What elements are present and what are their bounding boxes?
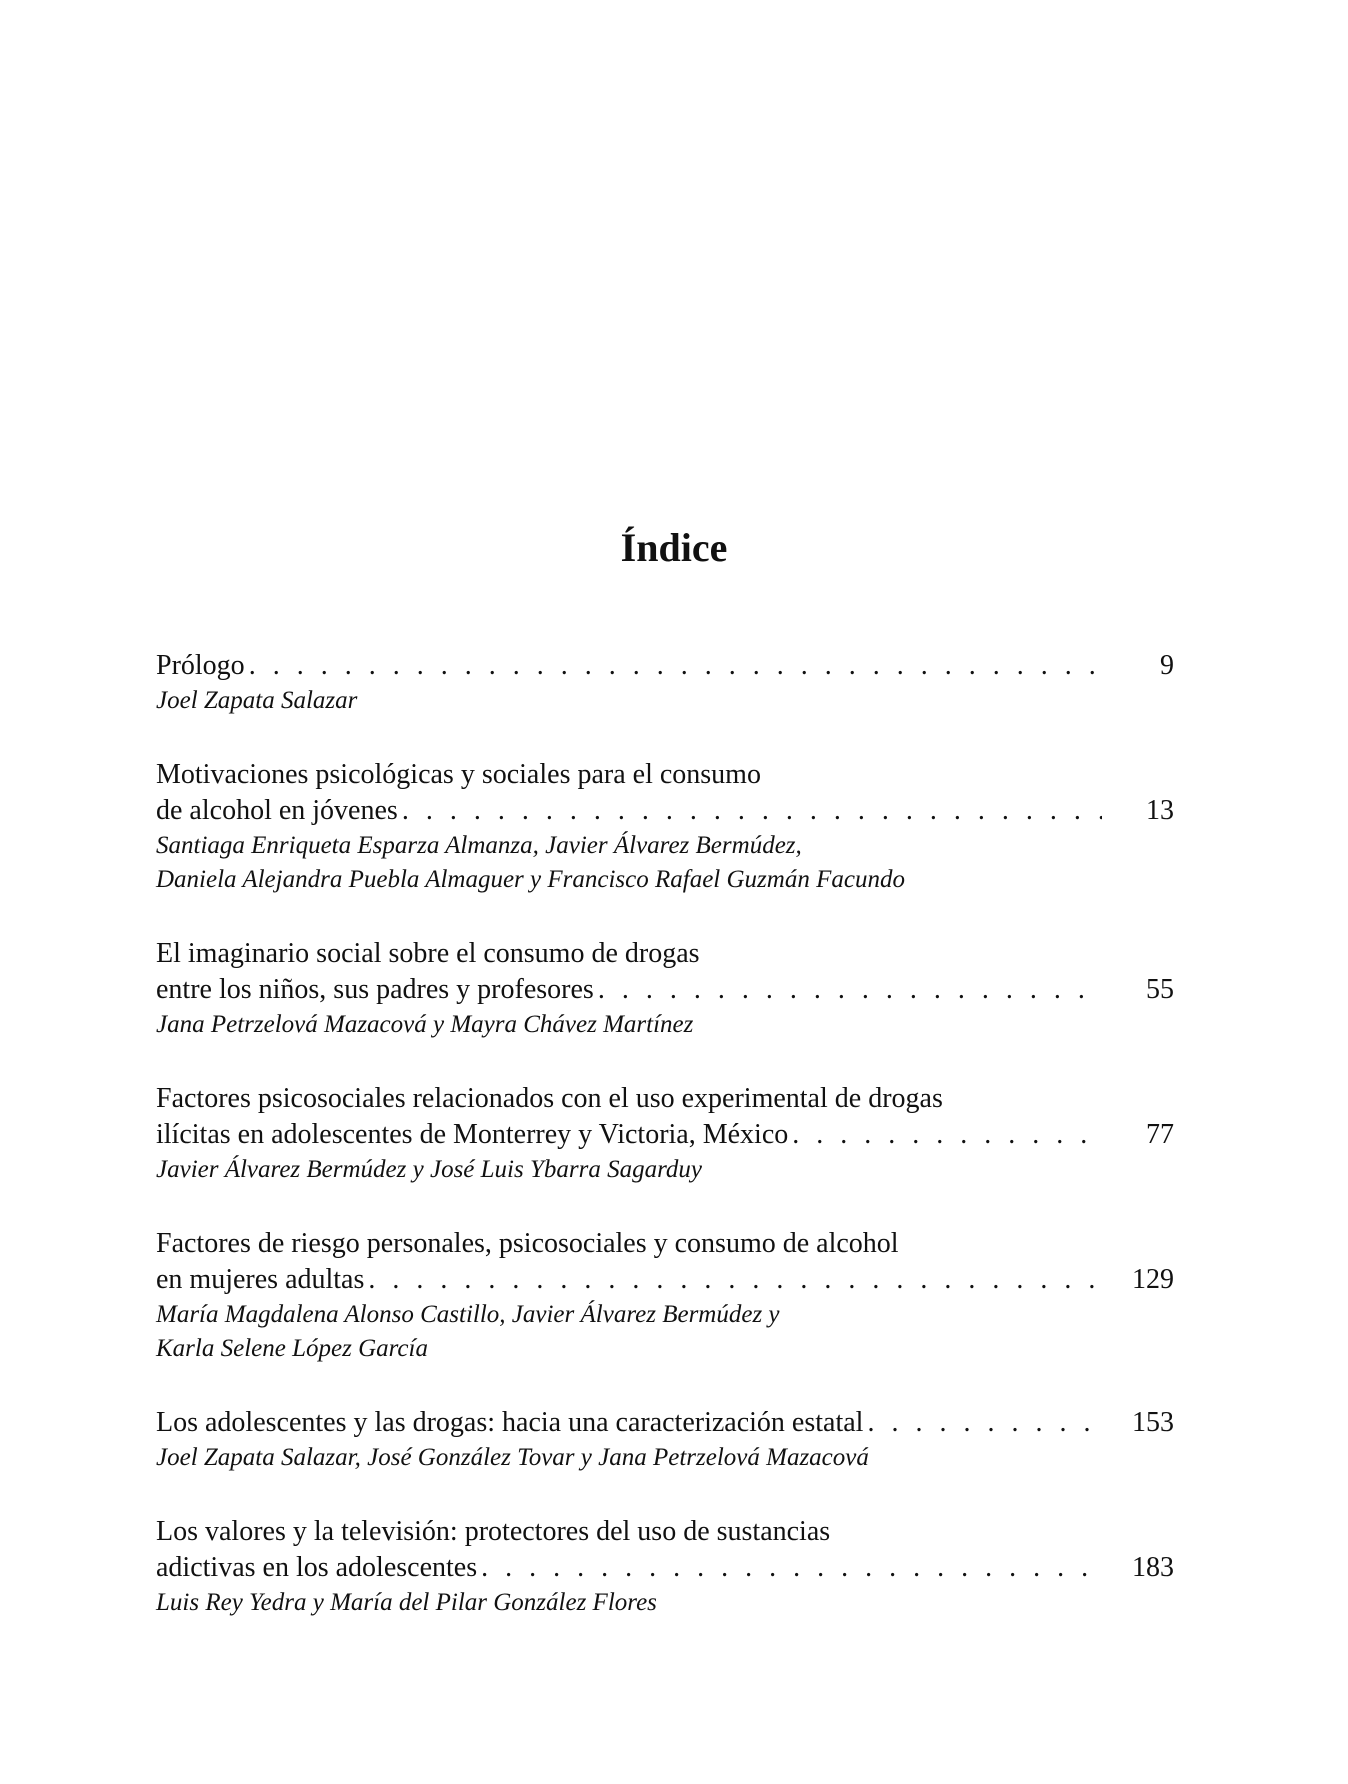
toc-entry-title: Motivaciones psicológicas y sociales para el consumo (156, 759, 761, 790)
toc-entry-title-row (156, 1262, 1174, 1298)
toc-entry[interactable] (156, 936, 1174, 1042)
toc-entry-title-row (156, 793, 1174, 829)
dot-leader (481, 1550, 1102, 1586)
toc-entry-authors: Jana Petrzelová Mazacová y Mayra Chávez Martínez (156, 1011, 694, 1038)
dot-leader (368, 1262, 1102, 1298)
toc-entry[interactable] (156, 757, 1174, 897)
page-number: 77 (1146, 1119, 1174, 1150)
toc-entry-title: Los adolescentes y las drogas: hacia una caracterización estatal (156, 1407, 864, 1438)
toc-entry-title: ilícitas en adolescentes de Monterrey y Victoria, México (156, 1119, 789, 1150)
page-title: Índice (620, 525, 728, 570)
toc-entry-authors: Daniela Alejandra Puebla Almaguer y Francisco Rafael Guzmán Facundo (156, 866, 905, 893)
toc-entry[interactable] (156, 648, 1174, 718)
toc-entry-title-row (156, 648, 1174, 684)
toc-entry[interactable] (156, 1226, 1174, 1366)
dot-leader (867, 1405, 1102, 1441)
toc-entry[interactable] (156, 1514, 1174, 1620)
dot-leader (598, 972, 1102, 1008)
toc-entry-title: Factores psicosociales relacionados con el uso experimental de drogas (156, 1083, 943, 1114)
toc-entry-title: en mujeres adultas (156, 1264, 365, 1295)
toc-entry-title: adictivas en los adolescentes (156, 1552, 478, 1583)
toc-entry-authors: Joel Zapata Salazar (156, 687, 358, 714)
toc-entry-authors: Luis Rey Yedra y María del Pilar González Flores (156, 1589, 657, 1616)
page-number: 153 (1132, 1407, 1174, 1438)
toc-entry-authors: Santiaga Enriqueta Esparza Almanza, Javier Álvarez Bermúdez, (156, 832, 802, 859)
toc-entry-title: entre los niños, sus padres y profesores (156, 974, 594, 1005)
toc-entry-title: El imaginario social sobre el consumo de drogas (156, 938, 700, 969)
page-number: 13 (1146, 795, 1174, 826)
toc-entry-title-row (156, 1550, 1174, 1586)
toc-entry-authors: Karla Selene López García (156, 1335, 428, 1362)
toc-entry-title: Los valores y la televisión: protectores del uso de sustancias (156, 1516, 831, 1547)
toc-entry-title-row (156, 1117, 1174, 1153)
toc-entry-title-row (156, 1405, 1174, 1441)
toc-entry-title: Prólogo (156, 650, 245, 681)
page-number: 129 (1132, 1264, 1174, 1295)
page-number: 55 (1146, 974, 1174, 1005)
toc-entry[interactable] (156, 1081, 1174, 1187)
toc-entry-title-row (156, 972, 1174, 1008)
page-number: 183 (1132, 1552, 1174, 1583)
dot-leader (792, 1117, 1102, 1153)
table-of-contents (156, 648, 1174, 1659)
toc-entry-authors: Javier Álvarez Bermúdez y José Luis Ybarra Sagarduy (156, 1156, 702, 1183)
dot-leader (249, 648, 1102, 684)
toc-entry-title: de alcohol en jóvenes (156, 795, 398, 826)
page-number: 9 (1160, 650, 1174, 681)
toc-entry[interactable] (156, 1405, 1174, 1475)
toc-entry-authors: Joel Zapata Salazar, José González Tovar y Jana Petrzelová Mazacová (156, 1444, 869, 1471)
toc-entry-title: Factores de riesgo personales, psicosociales y consumo de alcohol (156, 1228, 899, 1259)
dot-leader (402, 793, 1102, 829)
toc-entry-authors: María Magdalena Alonso Castillo, Javier Álvarez Bermúdez y (156, 1301, 780, 1328)
